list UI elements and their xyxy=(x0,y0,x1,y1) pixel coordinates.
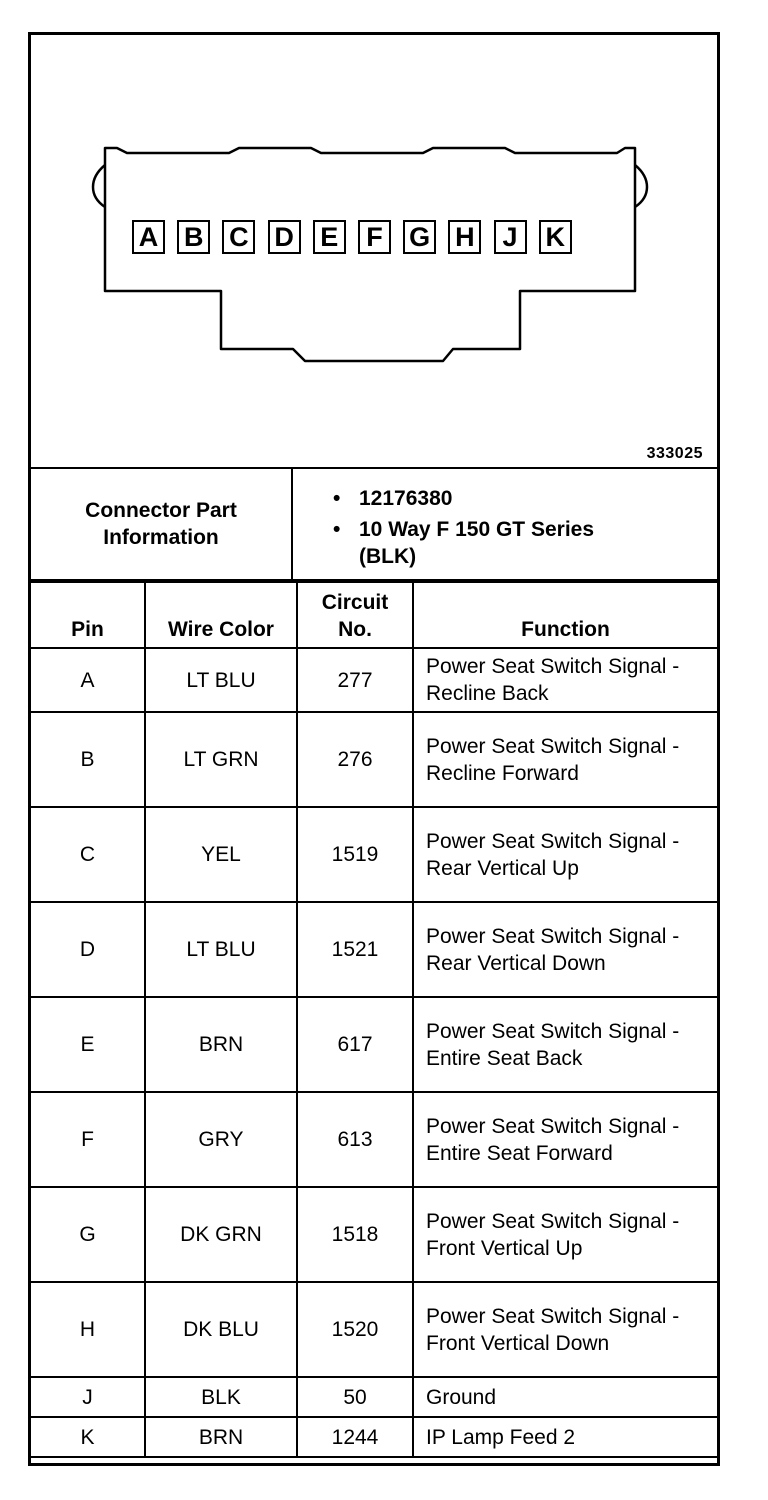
table-row xyxy=(31,807,717,902)
pin-table xyxy=(31,581,717,1458)
circuit-cell: 276 xyxy=(297,712,413,807)
connector-series: 10 Way F 150 GT Series (BLK) xyxy=(359,518,595,568)
figure-id: 333025 xyxy=(646,445,703,462)
table-row xyxy=(31,1417,717,1457)
pin-cell: D xyxy=(31,902,145,997)
table-row xyxy=(31,997,717,1092)
connector-part-information xyxy=(31,467,717,581)
info-item xyxy=(333,516,599,570)
wire-color-cell: LT BLU xyxy=(145,902,297,997)
function-cell: Power Seat Switch Signal - Rear Vertical Up xyxy=(413,807,717,902)
circuit-cell: 1518 xyxy=(297,1187,413,1282)
function-cell: Power Seat Switch Signal - Recline Back xyxy=(413,648,717,712)
connector-sheet xyxy=(28,32,720,1466)
part-number: 12176380 xyxy=(359,487,453,510)
function-cell: Power Seat Switch Signal - Recline Forward xyxy=(413,712,717,807)
pin-cavity: A xyxy=(132,220,165,254)
pin-cavity: H xyxy=(448,220,481,254)
pin-cell: G xyxy=(31,1187,145,1282)
pin-cell: J xyxy=(31,1377,145,1417)
pin-cell: B xyxy=(31,712,145,807)
wire-color-cell: BLK xyxy=(145,1377,297,1417)
pin-cavity: B xyxy=(177,220,210,254)
wire-color-cell: LT BLU xyxy=(145,648,297,712)
function-cell: Power Seat Switch Signal - Entire Seat Forward xyxy=(413,1092,717,1187)
bullet-icon: • xyxy=(333,487,341,510)
pin-cavity: K xyxy=(539,220,572,254)
info-label xyxy=(31,469,293,579)
table-header-row xyxy=(31,582,717,648)
info-item xyxy=(333,485,599,512)
header-wire-color: Wire Color xyxy=(145,582,297,648)
wire-color-cell: LT GRN xyxy=(145,712,297,807)
circuit-cell: 1521 xyxy=(297,902,413,997)
pin-cavity-row xyxy=(132,220,572,254)
pin-cell: H xyxy=(31,1282,145,1377)
pin-cell: A xyxy=(31,648,145,712)
function-cell: Ground xyxy=(413,1377,717,1417)
circuit-cell: 1244 xyxy=(297,1417,413,1457)
function-cell: Power Seat Switch Signal - Front Vertical Down xyxy=(413,1282,717,1377)
pin-cell: F xyxy=(31,1092,145,1187)
table-body xyxy=(31,648,717,1457)
function-cell: Power Seat Switch Signal - Rear Vertical Down xyxy=(413,902,717,997)
pin-cavity: G xyxy=(403,220,436,254)
pin-cavity: C xyxy=(222,220,255,254)
table-row xyxy=(31,1092,717,1187)
pin-cavity: E xyxy=(313,220,346,254)
bullet-icon: • xyxy=(333,518,341,541)
pin-cell: E xyxy=(31,997,145,1092)
table-row xyxy=(31,1377,717,1417)
wire-color-cell: BRN xyxy=(145,1417,297,1457)
circuit-cell: 617 xyxy=(297,997,413,1092)
wire-color-cell: YEL xyxy=(145,807,297,902)
pin-cavity: D xyxy=(268,220,301,254)
info-list xyxy=(333,485,599,574)
wire-color-cell: DK GRN xyxy=(145,1187,297,1282)
table-row xyxy=(31,712,717,807)
circuit-cell: 50 xyxy=(297,1377,413,1417)
header-function: Function xyxy=(413,582,717,648)
pin-cell: C xyxy=(31,807,145,902)
pin-cavity: J xyxy=(494,220,527,254)
function-cell: IP Lamp Feed 2 xyxy=(413,1417,717,1457)
pin-cell: K xyxy=(31,1417,145,1457)
circuit-cell: 1519 xyxy=(297,807,413,902)
header-circuit: Circuit No. xyxy=(297,582,413,648)
table-row xyxy=(31,902,717,997)
wire-color-cell: BRN xyxy=(145,997,297,1092)
circuit-cell: 613 xyxy=(297,1092,413,1187)
function-cell: Power Seat Switch Signal - Entire Seat Back xyxy=(413,997,717,1092)
wire-color-cell: DK BLU xyxy=(145,1282,297,1377)
header-pin: Pin xyxy=(31,582,145,648)
circuit-cell: 277 xyxy=(297,648,413,712)
table-row xyxy=(31,1282,717,1377)
table-row xyxy=(31,648,717,712)
table-row xyxy=(31,1187,717,1282)
function-cell: Power Seat Switch Signal - Front Vertical Up xyxy=(413,1187,717,1282)
circuit-cell: 1520 xyxy=(297,1282,413,1377)
pin-cavity: F xyxy=(358,220,391,254)
wire-color-cell: GRY xyxy=(145,1092,297,1187)
connector-diagram xyxy=(31,35,717,467)
info-label-text: Connector Part Information xyxy=(85,499,237,549)
